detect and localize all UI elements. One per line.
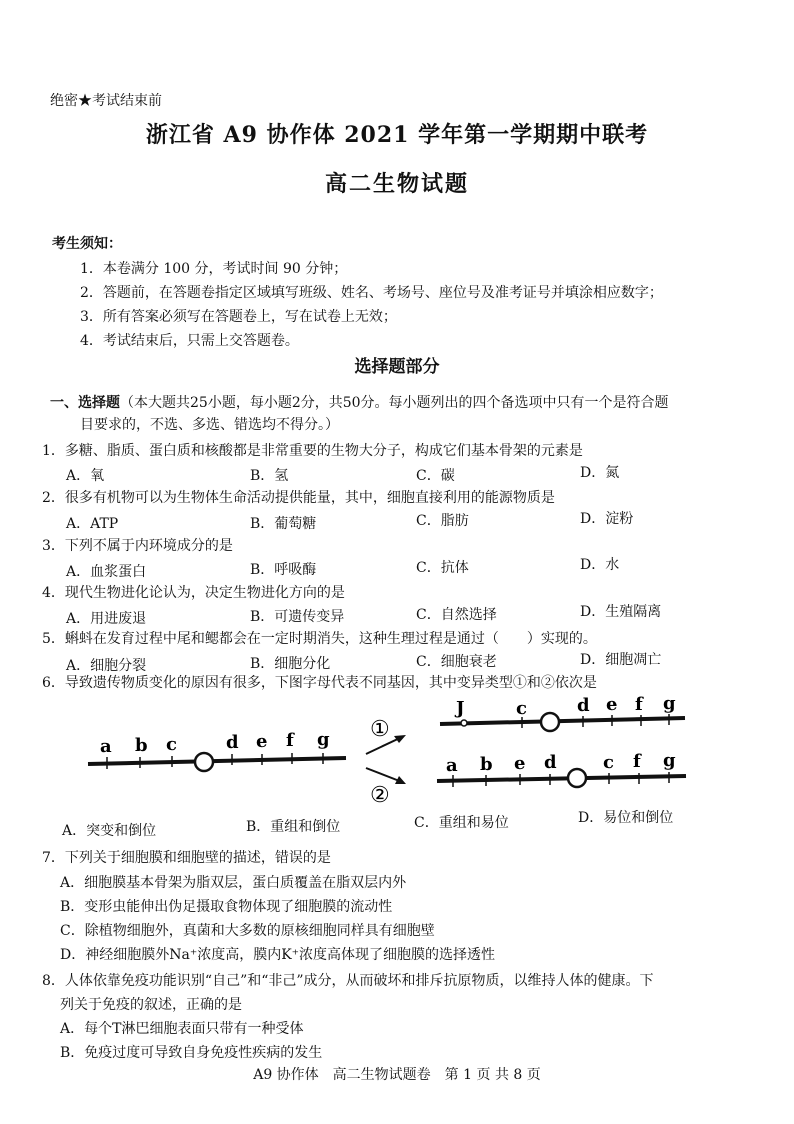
option: B．免疫过度可导致自身免疫性疾病的发生 bbox=[60, 1045, 323, 1061]
gene-label: d bbox=[226, 732, 239, 753]
gene-label: e bbox=[256, 731, 268, 752]
option: A．用进废退 bbox=[66, 611, 147, 627]
gene-label: a bbox=[446, 755, 458, 776]
question-stem: 6．导致遗传物质变化的原因有很多，下图字母代表不同基因，其中变异类型①和②依次是 bbox=[42, 675, 597, 691]
exam-title: 浙江省 A9 协作体 2021 学年第一学期期中联考 bbox=[145, 122, 649, 148]
option: B．变形虫能伸出伪足摄取食物体现了细胞膜的流动性 bbox=[60, 899, 393, 915]
centromere bbox=[195, 753, 213, 771]
notice-item: 4．考试结束后，只需上交答题卷。 bbox=[80, 333, 299, 349]
question-stem: 1．多糖、脂质、蛋白质和核酸都是非常重要的生物大分子，构成它们基本骨架的元素是 bbox=[42, 443, 583, 459]
option: A．血浆蛋白 bbox=[66, 564, 147, 580]
question-stem: 3．下列不属于内环境成分的是 bbox=[42, 538, 233, 554]
notice-item: 2．答题前，在答题卷指定区域填写班级、姓名、考场号、座位号及准考证号并填涂相应数字； bbox=[80, 285, 663, 301]
exam-subtitle: 高二生物试题 bbox=[324, 171, 469, 197]
notice-item: 3．所有答案必须写在答题卷上，写在试卷上无效； bbox=[80, 309, 397, 325]
question-stem: 2．很多有机物可以为生物体生命活动提供能量，其中，细胞直接利用的能源物质是 bbox=[42, 490, 555, 506]
arrow-1 bbox=[366, 717, 406, 754]
question-stem: 8．人体依靠免疫功能识别“自己”和“非己”成分，从而破坏和排斥抗原物质，以维持人体的健康。下 bbox=[42, 973, 654, 989]
option: B．可遗传变异 bbox=[250, 609, 345, 625]
option: C．重组和易位 bbox=[414, 815, 509, 831]
option: C．抗体 bbox=[416, 560, 469, 576]
chromosome-line bbox=[88, 758, 346, 764]
gene-label: e bbox=[606, 696, 618, 715]
option: D．易位和倒位 bbox=[578, 810, 674, 826]
part-label: 一、选择题 bbox=[50, 395, 120, 411]
original-chromosome bbox=[88, 729, 346, 771]
gene-label: g bbox=[663, 750, 676, 771]
option: D．神经细胞膜外Na⁺浓度高，膜内K⁺浓度高体现了细胞膜的选择透性 bbox=[60, 947, 496, 963]
option: C．除植物细胞外，真菌和大多数的原核细胞同样具有细胞壁 bbox=[60, 923, 435, 939]
result-chromosome-1 bbox=[440, 696, 685, 731]
part-desc: （本大题共25小题，每小题2分，共50分。每小题列出的四个备选项中只有一个是符合题 bbox=[120, 395, 669, 411]
question-stem: 4．现代生物进化论认为，决定生物进化方向的是 bbox=[42, 585, 345, 601]
option: B．呼吸酶 bbox=[250, 562, 317, 578]
option: A．突变和倒位 bbox=[62, 823, 157, 839]
gene-label: e bbox=[514, 753, 526, 774]
option: D．细胞凋亡 bbox=[580, 652, 662, 668]
option: C．脂肪 bbox=[416, 513, 469, 529]
gene-label: J bbox=[456, 698, 465, 719]
option: D．氮 bbox=[580, 465, 620, 481]
option: D．淀粉 bbox=[580, 511, 634, 527]
arrow-label-1: ① bbox=[370, 717, 390, 742]
gene-label: g bbox=[317, 729, 330, 750]
centromere bbox=[541, 713, 559, 731]
gene-label: b bbox=[480, 754, 493, 775]
gene-label: f bbox=[286, 730, 294, 751]
option: D．生殖隔离 bbox=[580, 604, 662, 620]
page-footer: A9 协作体 高二生物试题卷 第 1 页 共 8 页 bbox=[253, 1067, 541, 1083]
option: A．细胞膜基本骨架为脂双层，蛋白质覆盖在脂双层内外 bbox=[60, 875, 407, 891]
part-desc-cont: 目要求的，不选、多选、错选均不得分。） bbox=[80, 417, 339, 433]
break-point bbox=[461, 720, 467, 726]
option: D．水 bbox=[580, 557, 620, 573]
option: A．氧 bbox=[66, 468, 105, 484]
option: B．葡萄糖 bbox=[250, 516, 317, 532]
option: A．细胞分裂 bbox=[66, 658, 147, 674]
arrow-label-2: ② bbox=[370, 783, 390, 808]
gene-label: b bbox=[135, 735, 148, 756]
question-stem-cont: 列关于免疫的叙述，正确的是 bbox=[60, 997, 242, 1013]
gene-label: d bbox=[544, 752, 557, 773]
part-intro bbox=[50, 392, 669, 412]
option: C．自然选择 bbox=[416, 607, 497, 623]
arrow-2 bbox=[366, 768, 406, 808]
notice-title: 考生须知： bbox=[52, 236, 122, 252]
gene-label: f bbox=[633, 751, 641, 772]
confidential-mark: 绝密★考试结束前 bbox=[50, 93, 162, 109]
option: B．氢 bbox=[250, 468, 289, 484]
gene-label: g bbox=[663, 696, 676, 714]
section-title: 选择题部分 bbox=[354, 357, 440, 377]
option: A．每个T淋巴细胞表面只带有一种受体 bbox=[60, 1021, 304, 1037]
centromere bbox=[568, 769, 586, 787]
option: B．细胞分化 bbox=[250, 656, 331, 672]
gene-label: c bbox=[603, 752, 614, 773]
option: C．细胞衰老 bbox=[416, 654, 497, 670]
gene-label: c bbox=[166, 734, 177, 755]
chromosome-line bbox=[440, 718, 685, 724]
gene-label: c bbox=[516, 698, 527, 719]
option: B．重组和倒位 bbox=[246, 819, 341, 835]
option: C．碳 bbox=[416, 468, 455, 484]
chromosome-line bbox=[437, 776, 686, 781]
notice-item: 1．本卷满分 100 分，考试时间 90 分钟； bbox=[80, 261, 348, 277]
result-chromosome-2 bbox=[437, 750, 686, 787]
question-stem: 7．下列关于细胞膜和细胞壁的描述，错误的是 bbox=[42, 850, 331, 866]
gene-label: a bbox=[100, 736, 112, 757]
gene-label: d bbox=[577, 696, 590, 716]
chromosome-diagram bbox=[80, 696, 700, 816]
option: A．ATP bbox=[66, 516, 119, 532]
gene-label: f bbox=[635, 696, 643, 715]
question-stem: 5．蝌蚪在发育过程中尾和鳃都会在一定时期消失，这种生理过程是通过（ ）实现的。 bbox=[42, 631, 597, 647]
